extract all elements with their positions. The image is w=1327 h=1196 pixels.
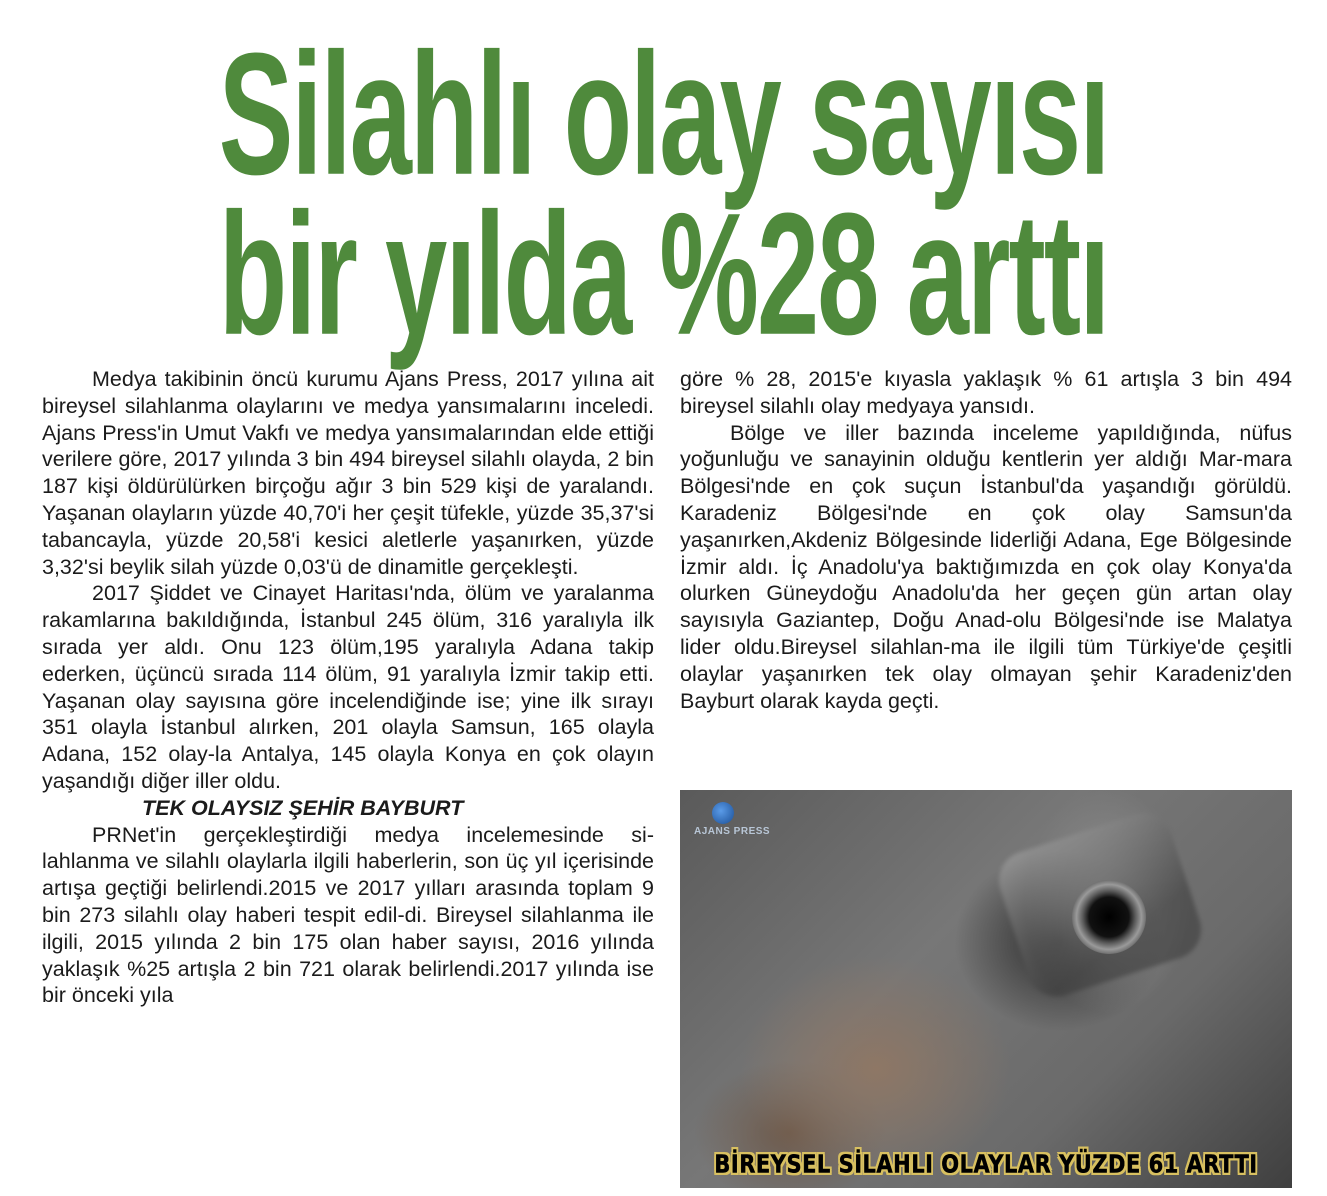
ajans-press-logo-icon	[712, 802, 734, 824]
headline-line-2: bir yılda %28 arttı	[218, 177, 1109, 371]
article-paragraph: Bölge ve iller bazında inceleme yapıldığında, nüfus yoğunluğu ve sanayinin olduğu kentlerin yer aldığı Mar-mara Bölgesi'nde en çok suçun İstanbul'da yaşandığı görüldü. Karadeniz Bölgesi'nde en çok olay Samsun'da yaşanırken,Akdeniz Bölgesinde liderliği Adana, Ege Bölgesinde İzmir aldı. İç Anadolu'ya baktığımızda en çok olay Konya'da olurken Güneydoğu Anadolu'da her geçen gün artan olay sayısıyla Gaziantep, Doğu Anad-olu Bölgesi'nde ise Malatya lider oldu.Bireysel silahlan-ma ile ilgili tüm Türkiye'de çeşitli olaylar yaşanırken tek olay olmayan şehir Karadeniz'den Bayburt olarak kayda geçti.	[680, 420, 1292, 713]
ajans-press-logo	[694, 802, 770, 837]
article-subheading: TEK OLAYSIZ ŞEHİR BAYBURT	[142, 795, 464, 820]
article-paragraph: göre % 28, 2015'e kıyasla yaklaşık % 61 artışla 3 bin 494 bireysel silahlı olay medyaya yansıdı.	[680, 367, 1292, 418]
logo-text: AJANS PRESS	[694, 826, 771, 837]
headline-line-1: Silahlı olay sayısı	[218, 17, 1109, 211]
article-paragraph: Medya takibinin öncü kurumu Ajans Press, 2017 yılına ait bireysel silahlanma olaylarını ve medya yansımalarını inceledi. Ajans Press'in Umut Vakfı ve medya yansımalarından elde ettiği verilere göre, 2017 yılında 3 bin 494 bireysel silahlı olayda, 2 bin 187 kişi öldürülürken birçoğu ağır 3 bin 529 kişi de yaralandı. Yaşanan olayların yüzde 40,70'i her çeşit tüfekle, yüzde 35,37'si tabancayla, yüzde 20,58'i kesici aletlerle yaşanırken, yüzde 3,32'si beylik silah yüzde 0,03'ü de dinamitle gerçekleşti.	[42, 367, 654, 579]
article-paragraph: PRNet'in gerçekleştirdiği medya incelemesinde si-lahlanma ve silahlı olaylarla ilgili haberlerin, son üç yıl içerisinde artışa geçtiği belirlendi.2015 ve 2017 yılları arasında toplam 9 bin 273 silahlı olay haberi tespit edil-di. Bireysel silahlanma ile ilgili, 2015 yılında 2 bin 175 olan haber sayısı, 2016 yılında yaklaşık %25 artışla 2 bin 721 olarak belirlendi.2017 yılında ise bir önceki yıla	[42, 822, 654, 1008]
article-paragraph: 2017 Şiddet ve Cinayet Haritası'nda, ölüm ve yaralanma rakamlarına bakıldığında, İstanbul 245 ölüm, 316 yaralıyla ilk sırada yer aldı. Onu 123 ölüm,195 yaralıyla Adana takip ederken, üçüncü sırada 114 ölüm, 91 yaralıyla İzmir takip etti. Yaşanan olay sayısına göre incelendiğinde ise; yine ilk sırayı 351 olayla İstanbul alırken, 201 olayla Samsun, 165 olayla Adana, 152 olay-la Antalya, 145 olayla Konya en çok olayın yaşandığı diğer iller oldu.	[42, 581, 654, 793]
article-column-2	[680, 366, 1292, 714]
article-column-1	[42, 366, 654, 1009]
pistol-muzzle	[1072, 880, 1146, 954]
photo-caption: BİREYSEL SİLAHLI OLAYLAR YÜZDE 61 ARTTI	[714, 1149, 1258, 1179]
gun-photo	[680, 790, 1292, 1188]
